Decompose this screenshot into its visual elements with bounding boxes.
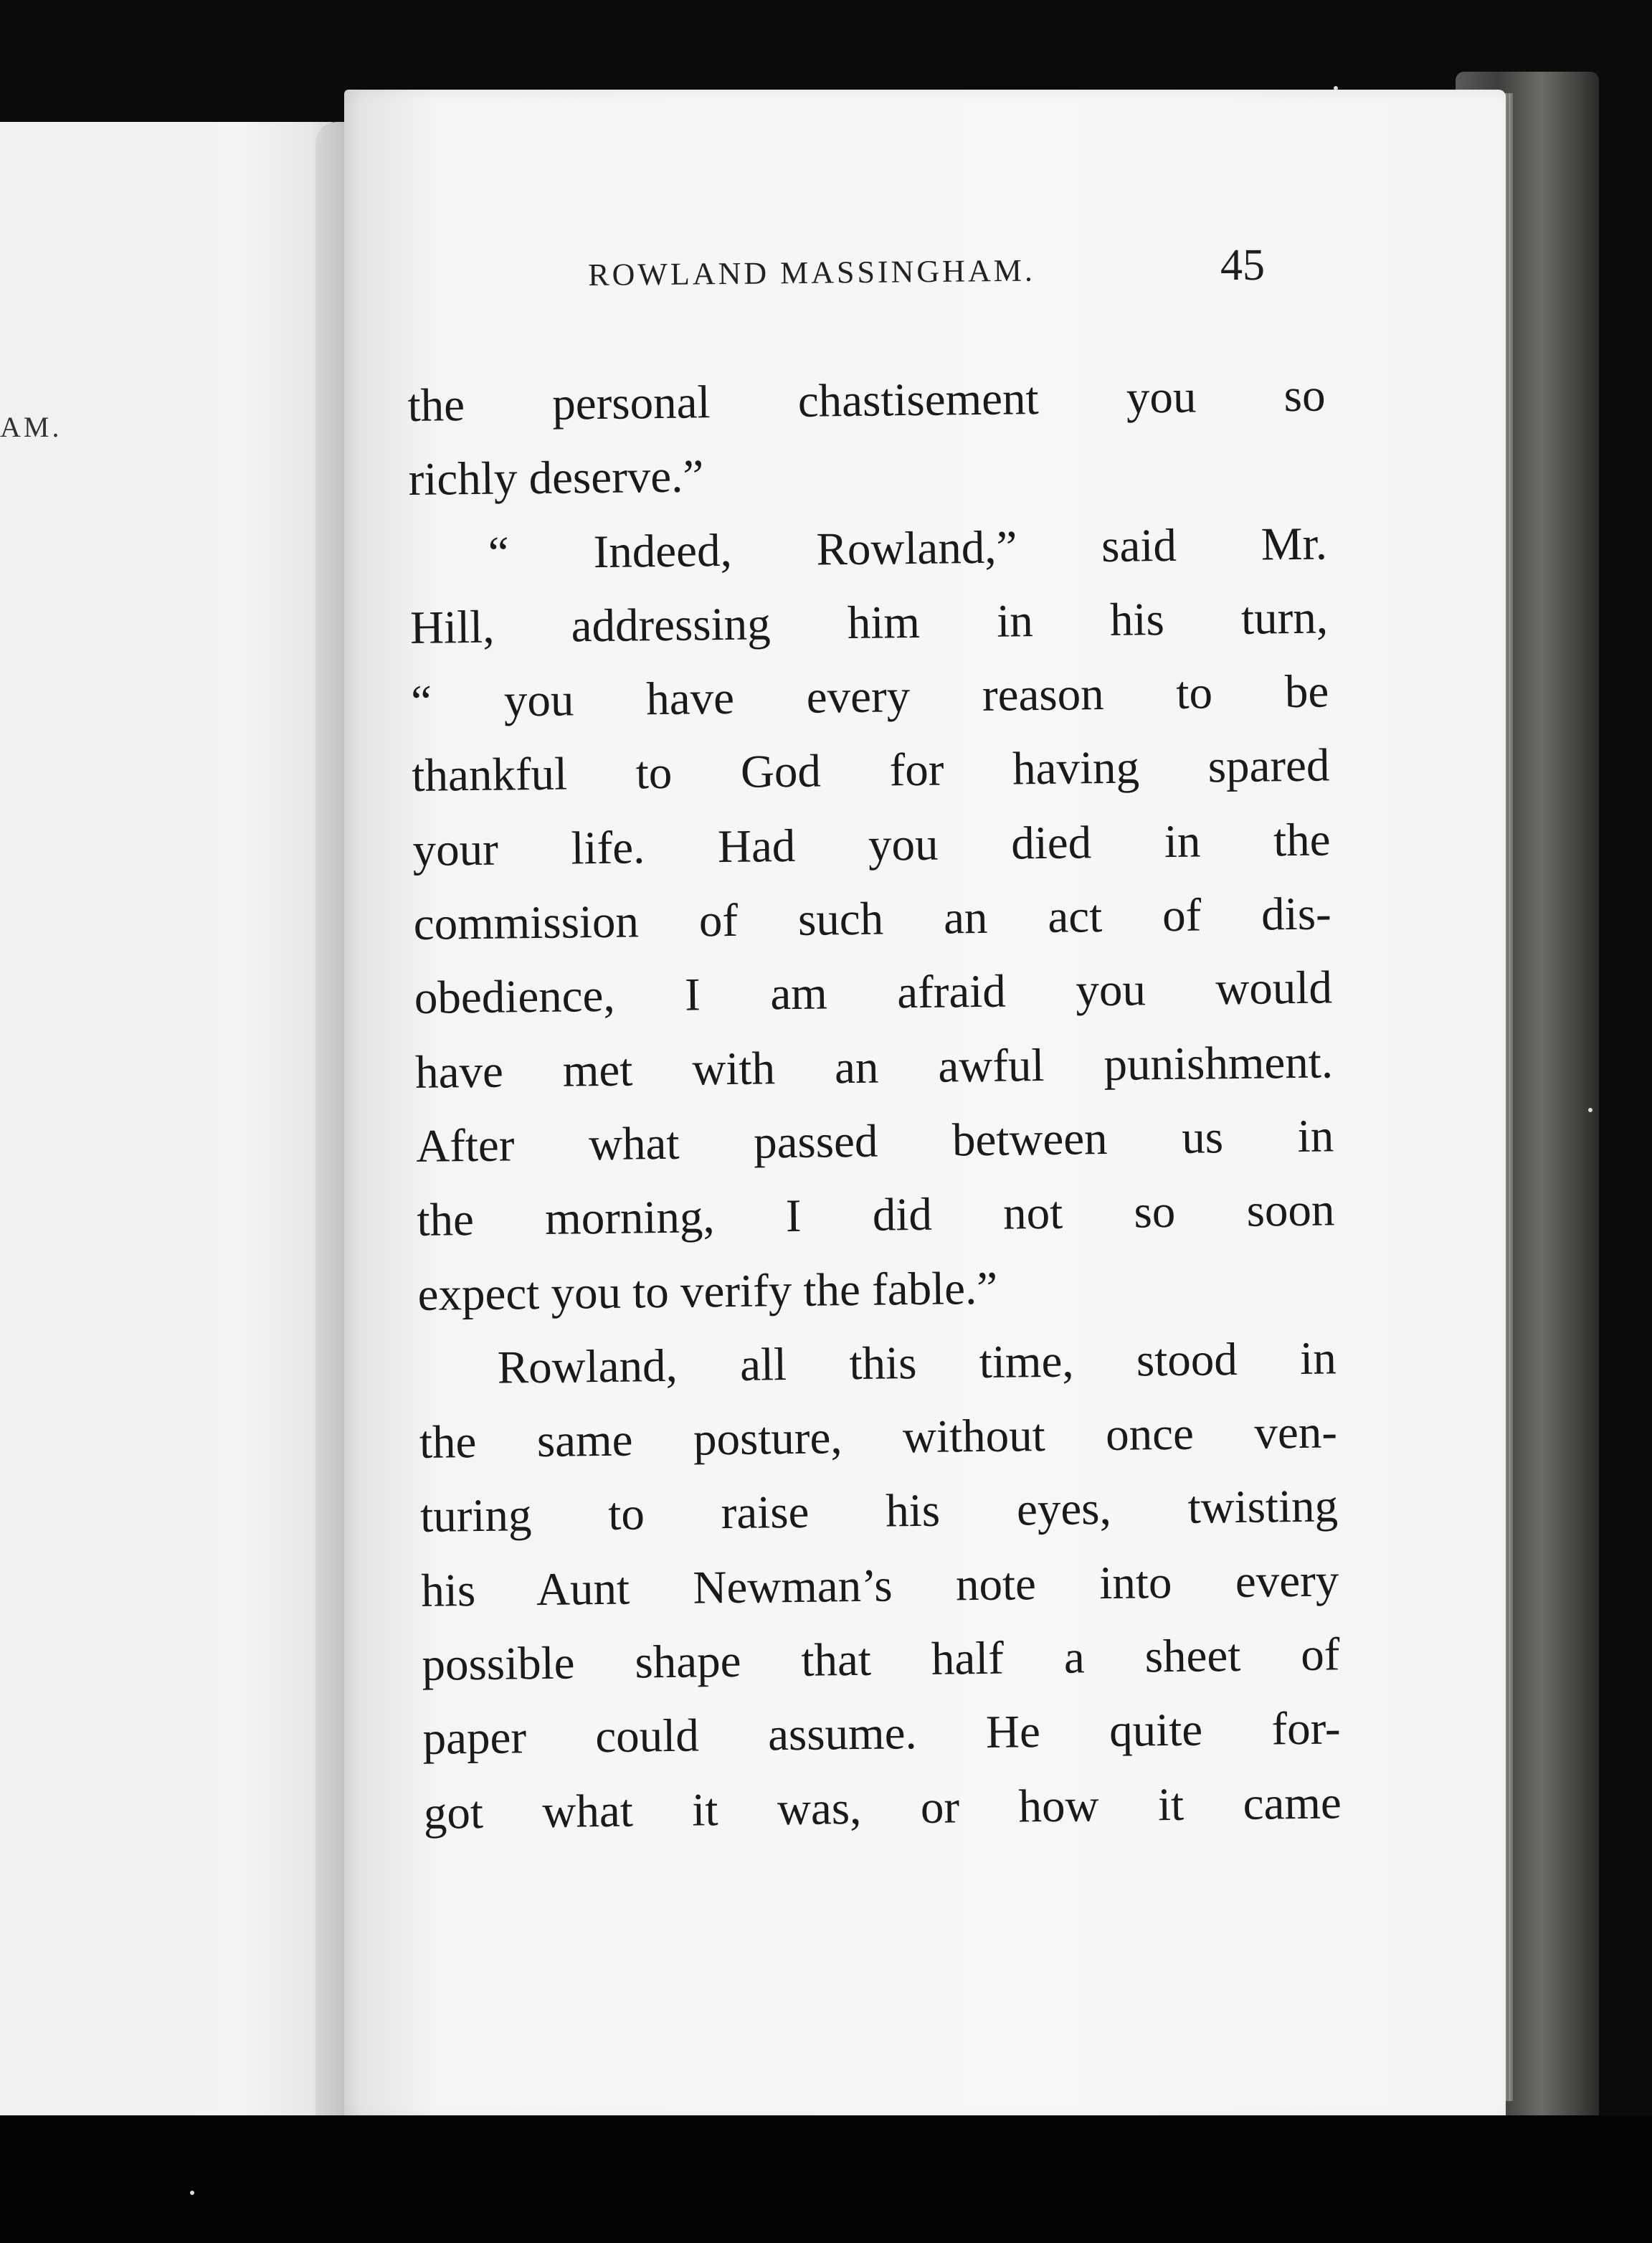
- text-line: “ Indeed, Rowland,” said Mr.: [488, 518, 1328, 579]
- text-line: have met with an awful punishment.: [414, 1036, 1334, 1099]
- running-head: ROWLAND MASSINGHAM.: [588, 252, 1036, 293]
- scan-speck: [190, 2191, 194, 2195]
- text-line: obedience, I am afraid you would: [414, 962, 1333, 1025]
- text-line: the morning, I did not so soon: [417, 1184, 1335, 1247]
- scan-speck: [1588, 1108, 1592, 1112]
- scan-speck: [1334, 86, 1338, 90]
- text-line: turing to raise his eyes, twisting: [419, 1480, 1339, 1543]
- text-line: expect you to verify the fable.”: [417, 1262, 998, 1321]
- text-line: After what passed between us in: [415, 1110, 1334, 1172]
- text-line: “ you have every reason to be: [410, 665, 1329, 729]
- text-line: the same posture, without once ven-: [419, 1406, 1338, 1469]
- right-page-text: [407, 359, 1342, 1850]
- scan-bottom-border: [0, 2115, 1652, 2243]
- text-line: his Aunt Newman’s note into every: [420, 1555, 1339, 1617]
- text-line: Rowland, all this time, stood in: [497, 1332, 1337, 1394]
- text-line: commission of such an act of dis-: [413, 888, 1332, 951]
- text-line: paper could assume. He quite for-: [422, 1702, 1341, 1765]
- text-line: the personal chastisement you so: [407, 369, 1326, 432]
- text-line: richly deserve.”: [408, 450, 704, 506]
- text-line: got what it was, or how it came: [423, 1776, 1342, 1839]
- text-line: possible shape that half a sheet of: [422, 1628, 1340, 1691]
- page-number: 45: [1220, 241, 1265, 290]
- text-line: your life. Had you died in the: [412, 814, 1331, 876]
- left-page: [0, 122, 351, 2123]
- text-line: thankful to God for having spared: [412, 739, 1330, 802]
- left-running-head: AM.: [0, 411, 62, 443]
- text-line: Hill, addressing him in his turn,: [409, 592, 1329, 654]
